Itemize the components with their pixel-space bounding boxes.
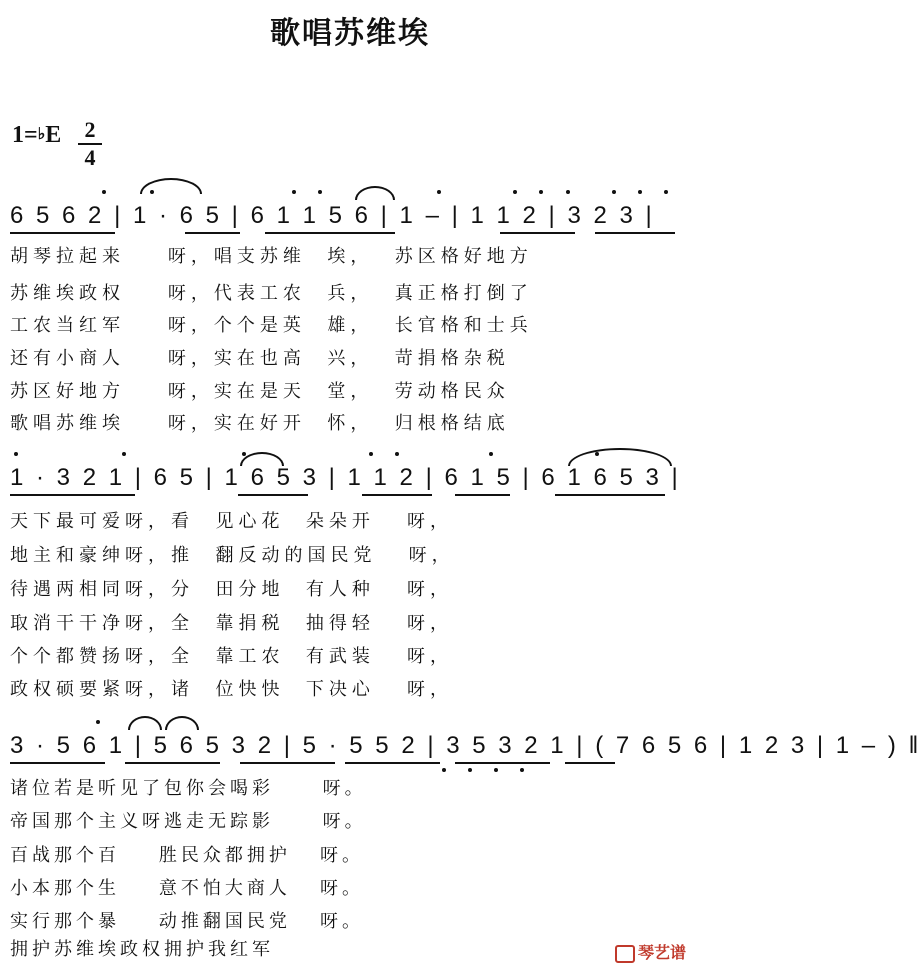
lyric-line-1-2: 苏维埃政权 呀，代表工农 兵， 真正格打倒了	[10, 283, 533, 304]
logo-icon	[615, 945, 635, 963]
time-signature-bottom: 4	[84, 145, 96, 170]
song-title: 歌唱苏维埃	[270, 16, 430, 51]
high-octave-dot	[369, 452, 373, 456]
high-octave-dot	[102, 190, 106, 194]
lyric-line-3-5: 实行那个暴 动推翻国民党 呀。	[10, 911, 365, 932]
key-signature: 1=♭E	[12, 122, 62, 148]
notation-line-1: 6 5 6 2 | 1 · 6 5 | 6 1 1 5 6 | 1 – | 1 1 2 | 3 2 3 |	[10, 202, 655, 229]
lyric-line-2-1: 天下最可爱呀，看 见心花 朵朵开 呀，	[10, 511, 454, 532]
lyric-line-2-3: 待遇两相同呀，分 田分地 有人种 呀，	[10, 579, 454, 600]
lyric-line-3-3: 百战那个百 胜民众都拥护 呀。	[10, 845, 365, 866]
high-octave-dot	[395, 452, 399, 456]
low-octave-dot	[494, 768, 498, 772]
time-signature	[78, 118, 102, 170]
high-octave-dot	[437, 190, 441, 194]
high-octave-dot	[612, 190, 616, 194]
flat-symbol: ♭	[37, 126, 46, 143]
time-signature-top: 2	[84, 117, 96, 142]
lyric-line-1-1: 胡琴拉起来 呀，唱支苏维 埃， 苏区格好地方	[10, 246, 533, 267]
lyric-line-2-2: 地主和豪绅呀，推 翻反动的国民党 呀，	[10, 545, 455, 566]
lyric-line-3-2: 帝国那个主义呀逃走无踪影 呀。	[10, 811, 367, 832]
low-octave-dot	[442, 768, 446, 772]
notation-line-2: 1 · 3 2 1 | 6 5 | 1 6 5 3 | 1 1 2 | 6 1 5 | 6 1 6 5 3 |	[10, 464, 681, 491]
notation-line-3: 3 · 5 6 1 | 5 6 5 3 2 | 5 · 5 5 2 | 3 5 3 2 1 | ( 7 6 5 6 | 1 2 3 | 1 – ) ‖	[10, 732, 921, 759]
watermark-logo: 琴艺谱	[615, 940, 686, 963]
high-octave-dot	[96, 720, 100, 724]
high-octave-dot	[489, 452, 493, 456]
high-octave-dot	[150, 190, 154, 194]
high-octave-dot	[242, 452, 246, 456]
lyric-line-3-4: 小本那个生 意不怕大商人 呀。	[10, 878, 365, 899]
high-octave-dot	[595, 452, 599, 456]
high-octave-dot	[14, 452, 18, 456]
lyric-line-2-4: 取消干干净呀，全 靠捐税 抽得轻 呀，	[10, 613, 454, 634]
high-octave-dot	[122, 452, 126, 456]
high-octave-dot	[513, 190, 517, 194]
lyric-line-1-6: 歌唱苏维埃 呀，实在好开 怀， 归根格结底	[10, 413, 510, 434]
slur	[140, 178, 202, 194]
low-octave-dot	[468, 768, 472, 772]
lyric-line-1-5: 苏区好地方 呀，实在是天 堂， 劳动格民众	[10, 381, 510, 402]
lyric-line-2-6: 政权硕要紧呀，诸 位快快 下决心 呀，	[10, 679, 454, 700]
lyric-line-2-5: 个个都赞扬呀，全 靠工农 有武装 呀，	[10, 646, 454, 667]
high-octave-dot	[664, 190, 668, 194]
lyric-line-1-4: 还有小商人 呀，实在也高 兴， 苛捐格杂税	[10, 348, 510, 369]
lyric-line-1-3: 工农当红军 呀，个个是英 雄， 长官格和士兵	[10, 315, 533, 336]
high-octave-dot	[539, 190, 543, 194]
lyric-line-3-1: 诸位若是听见了包你会喝彩 呀。	[10, 778, 367, 799]
high-octave-dot	[292, 190, 296, 194]
low-octave-dot	[520, 768, 524, 772]
high-octave-dot	[638, 190, 642, 194]
lyric-line-3-6: 拥护苏维埃政权拥护我红军	[10, 939, 274, 960]
high-octave-dot	[566, 190, 570, 194]
high-octave-dot	[318, 190, 322, 194]
